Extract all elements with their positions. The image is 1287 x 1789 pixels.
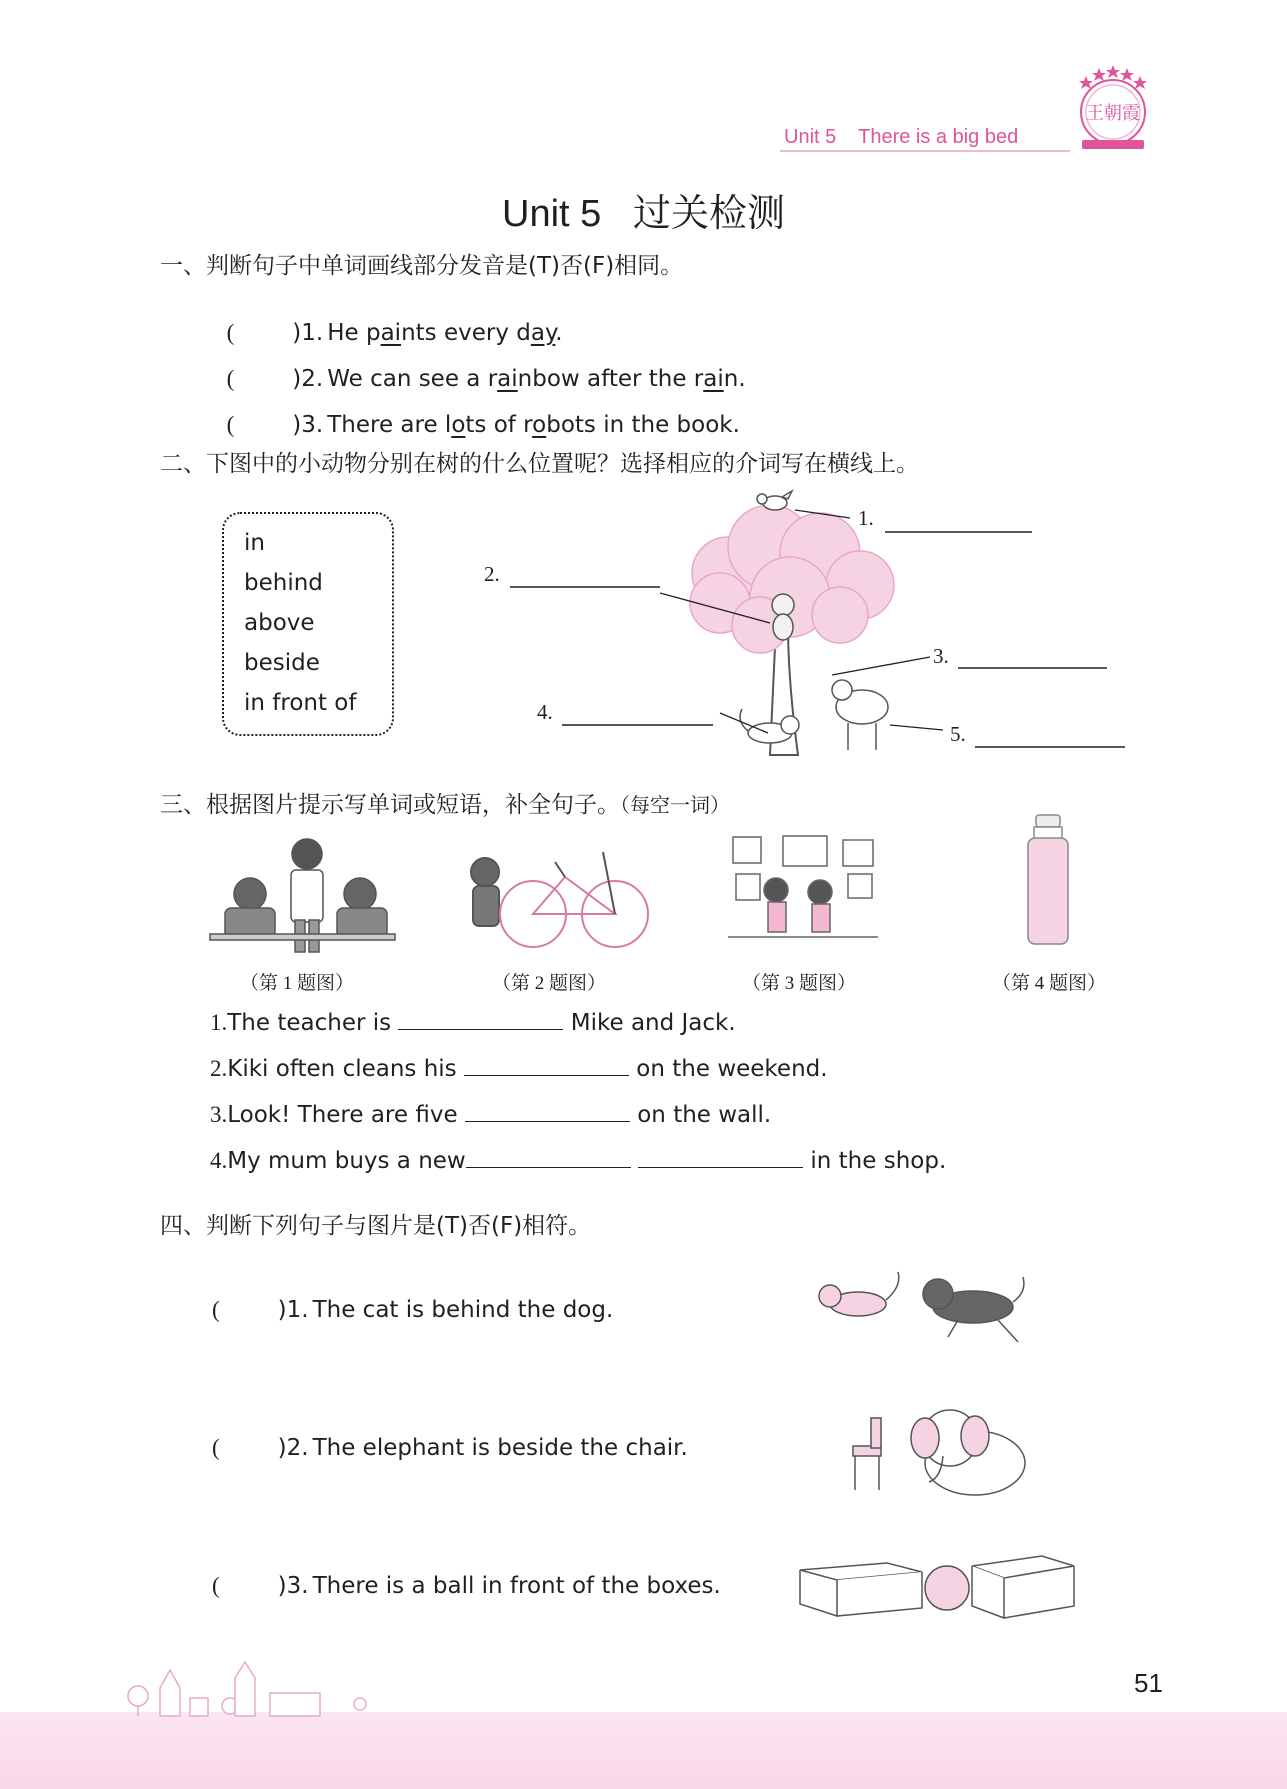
s1-question-1: ( )1. He paints every day.: [226, 320, 563, 346]
s4-question-2: ( )2. The elephant is beside the chair.: [212, 1435, 688, 1461]
caption-1: （第 1 题图）: [240, 973, 355, 994]
tree-label-3: 3.: [933, 644, 949, 668]
s3-sentence-4: 4.My mum buys a new in the shop.: [210, 1148, 947, 1174]
word-bank-item: above: [244, 610, 315, 636]
picture-1-teacher-between-students: [205, 832, 400, 954]
tree-label-4: 4.: [537, 700, 553, 724]
section3-note: （每空一词）: [620, 793, 730, 817]
picture-cat-and-dog: [808, 1262, 1063, 1352]
tree-label-2: 2.: [484, 562, 500, 586]
section4-heading: 四、判断下列句子与图片是(T)否(F)相符。: [160, 1213, 592, 1239]
sheep-beside-tree-icon: [832, 680, 888, 750]
section2-heading: 二、下图中的小动物分别在树的什么位置呢？选择相应的介词写在横线上。: [160, 451, 919, 477]
header-unit-label: Unit 5 There is a big bed: [784, 126, 1019, 148]
picture-2-boy-with-bike: [465, 832, 650, 954]
s3-sentence-1: 1.The teacher is Mike and Jack.: [210, 1010, 736, 1036]
s1-question-2: ( )2. We can see a rainbow after the rain.: [226, 366, 746, 392]
caption-2: （第 2 题图）: [492, 973, 607, 994]
word-bank-item: in: [244, 530, 265, 556]
picture-3-photos-on-wall: [728, 832, 878, 954]
s1-question-3: ( )3. There are lots of robots in the book.: [226, 412, 740, 438]
page-number: 51: [1134, 1668, 1163, 1698]
picture-elephant-and-chair: [845, 1398, 1045, 1508]
badge-text: 王朝霞: [1086, 103, 1140, 124]
page-title: Unit 5 过关检测: [502, 193, 785, 235]
footer-town-decoration-icon: [120, 1648, 420, 1718]
word-bank-item: behind: [244, 570, 323, 596]
brand-badge-logo: [1072, 62, 1154, 152]
footer-band: [0, 1712, 1287, 1789]
s4-question-3: ( )3. There is a ball in front of the boxes.: [212, 1573, 721, 1599]
section1-heading: 一、判断句子中单词画线部分发音是(T)否(F)相同。: [160, 253, 684, 279]
section3-heading: 三、根据图片提示写单词或短语，补全句子。（每空一词）: [160, 792, 730, 818]
word-bank-item: in front of: [244, 690, 357, 716]
tree-label-1: 1.: [858, 506, 874, 530]
s3-sentence-2: 2.Kiki often cleans his on the weekend.: [210, 1056, 828, 1082]
word-bank-item: beside: [244, 650, 320, 676]
picture-4-water-bottle: [1020, 810, 1080, 954]
caption-4: （第 4 题图）: [992, 973, 1107, 994]
caption-3: （第 3 题图）: [742, 973, 857, 994]
picture-ball-and-boxes: [792, 1548, 1077, 1620]
s4-question-1: ( )1. The cat is behind the dog.: [212, 1297, 614, 1323]
tree-label-5: 5.: [950, 722, 966, 746]
s3-sentence-3: 3.Look! There are five on the wall.: [210, 1102, 772, 1128]
tree-animals-illustration: [470, 485, 1160, 760]
s1-q1-number: )1.: [292, 320, 324, 346]
header-divider: [780, 150, 1070, 152]
